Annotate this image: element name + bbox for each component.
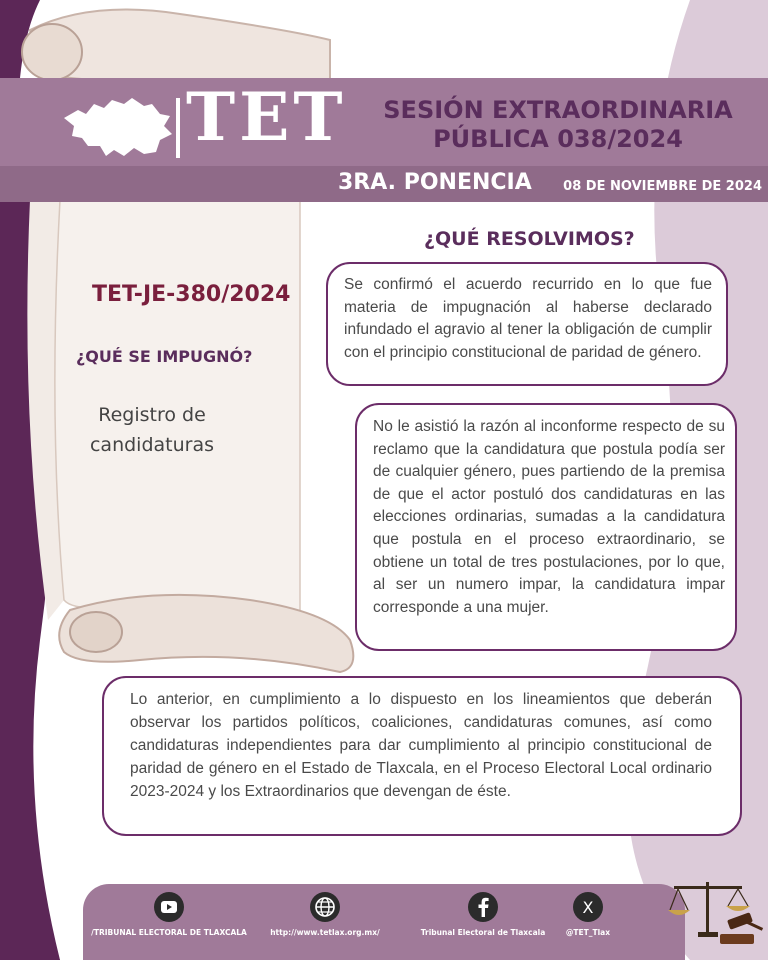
youtube-label: /TRIBUNAL ELECTORAL DE TLAXCALA	[91, 928, 247, 937]
ponencia-label: 3RA. PONENCIA	[338, 170, 532, 195]
web-label: http://www.tetlax.org.mx/	[270, 928, 380, 937]
social-facebook[interactable]	[409, 884, 557, 960]
x-label: @TET_Tlax	[565, 928, 611, 937]
session-date: 08 DE NOVIEMBRE DE 2024	[563, 179, 762, 194]
facebook-label: Tribunal Electoral de Tlaxcala	[420, 928, 546, 937]
impugnation-answer	[70, 400, 234, 460]
resolution-box-2: No le asistió la razón al inconforme respecto de su reclamo que la candidatura que postula podía ser de cualquier género, pues partiendo de la premisa de que el actor postuló dos candidaturas en las elecciones ordinarias, sumadas a la candidatura que postula en el proceso extraordinario, se obtiene un total de tres postulaciones, por lo que, al ser un numero impar, la candidatura impar corresponde a una mujer.	[355, 403, 737, 651]
impugnation-answer-line2: candidaturas	[89, 434, 215, 456]
session-title-line2: PÚBLICA 038/2024	[433, 125, 683, 153]
resolution-heading: ¿QUÉ RESOLVIMOS?	[424, 228, 635, 250]
resolution-box-1: Se confirmó el acuerdo recurrido en lo que fue materia de impugnación al haberse declarado infundado el agravio al tener la obligación de cumplir con el principio constitucional de paridad de género.	[326, 262, 728, 386]
x-icon[interactable]: X	[573, 892, 603, 922]
impugnation-question: ¿QUÉ SE IMPUGNÓ?	[76, 347, 253, 366]
session-title	[368, 96, 748, 154]
social-youtube[interactable]	[91, 884, 247, 960]
globe-icon[interactable]	[310, 892, 340, 922]
scales-of-justice-icon	[666, 876, 766, 948]
resolution-box-3: Lo anterior, en cumplimiento a lo dispuesto en los lineamientos que deberán observar los partidos políticos, coaliciones, candidaturas comunes, así como candidaturas independientes para dar cumplimiento al principio constitucional de paridad de género en el Estado de Tlaxcala, en el Proceso Electoral Local ordinario 2023-2024 y los Extraordinarios que devengan de éste.	[102, 676, 742, 836]
youtube-icon[interactable]	[154, 892, 184, 922]
social-x[interactable]	[553, 884, 623, 960]
session-title-line1: SESIÓN EXTRAORDINARIA	[383, 96, 733, 124]
social-web[interactable]	[263, 884, 387, 960]
logo-text: TET	[186, 78, 347, 156]
impugnation-answer-line1: Registro de	[98, 404, 206, 426]
case-number: TET-JE-380/2024	[92, 282, 291, 307]
facebook-icon[interactable]	[468, 892, 498, 922]
footer-bar	[83, 884, 685, 960]
